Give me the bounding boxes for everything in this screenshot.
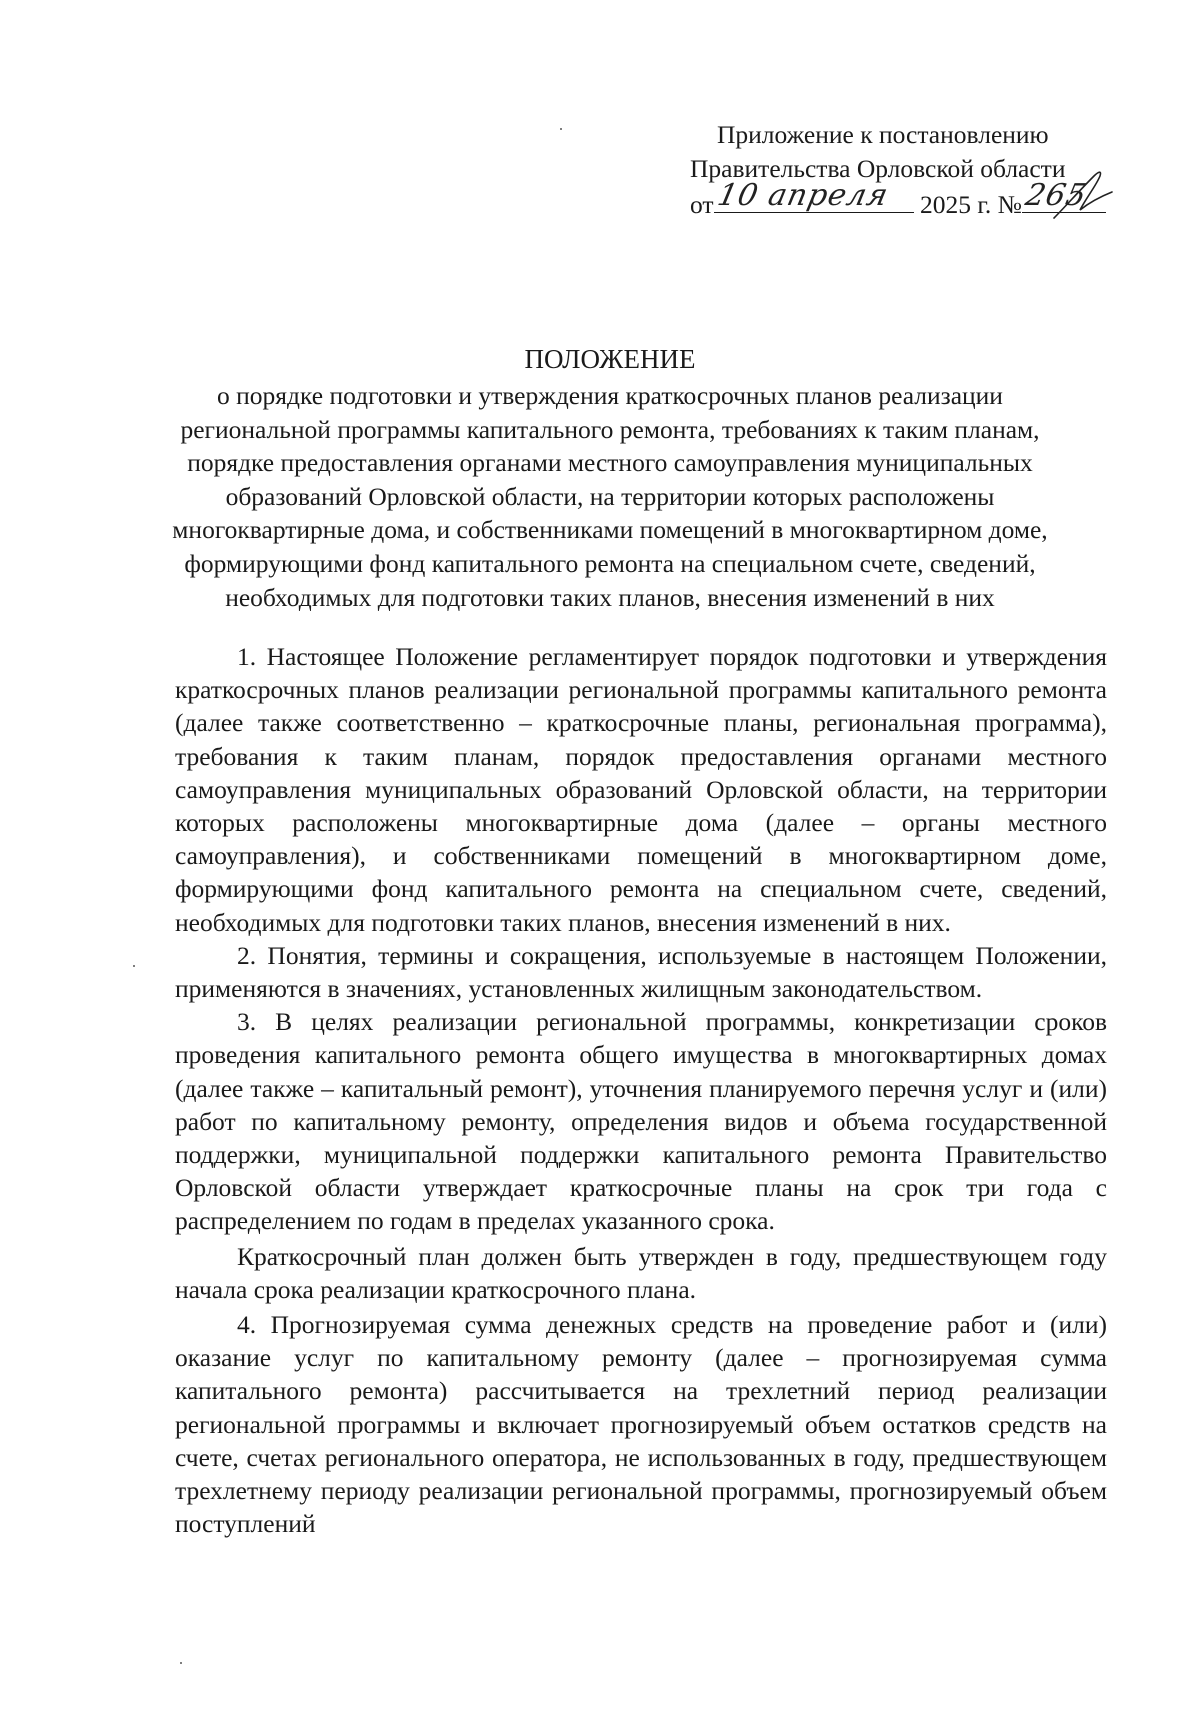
handwritten-date: 10 апреля (713, 178, 892, 213)
subtitle-line: необходимых для подготовки таких планов, внесения изменений в них (225, 582, 995, 612)
appendix-line-1: Приложение к постановлению (717, 120, 1049, 149)
signature-flourish (1050, 168, 1120, 228)
handwritten-number: 265 (1022, 178, 1091, 213)
document-heading (130, 341, 1090, 614)
paragraph-3: 3. В целях реализации региональной программы, конкретизации сроков проведения капитального ремонта общего имущества в многоквартирных домах (далее также – капитальный ремонт), уточнения планируемого перечня услуг и (или) работ по капитальному ремонту, определения видов и объема государственной поддержки, муниципальной поддержки капитального ремонта Правительство Орловской области утверждает краткосрочные планы на срок три года с распределением по годам в пределах указанного срока. (175, 1007, 1107, 1236)
scan-speck (560, 128, 562, 130)
appendix-line-2: Правительства Орловской области (690, 154, 1066, 183)
paragraph-4: 4. Прогнозируемая сумма денежных средств на проведение работ и (или) оказание услуг по капитальному ремонту (далее – прогнозируемая сумма капитального ремонта) рассчитывается на трехлетний период реализации региональной программы и включает прогнозируемый объем остатков средств на счете, счетах регионального оператора, не использованных в году, предшествующем трехлетнему периоду реализации региональной программы, прогнозируемый объем поступлений (175, 1310, 1107, 1539)
paragraph-3-continuation: Краткосрочный план должен быть утвержден в году, предшествующем году начала срока реализации краткосрочного плана. (175, 1241, 1107, 1304)
subtitle-line: образований Орловской области, на территории которых расположены (225, 481, 995, 511)
scan-speck (180, 1662, 182, 1664)
appendix-date-line (690, 178, 1110, 222)
subtitle-line: формирующими фонд капитального ремонта на специальном счете, сведений, (184, 548, 1036, 578)
subtitle-line: порядке предоставления органами местного самоуправления муниципальных (187, 448, 1033, 478)
date-fill-line (713, 178, 914, 213)
date-prefix: от (690, 190, 714, 219)
subtitle-line: о порядке подготовки и утверждения краткосрочных планов реализации (217, 381, 1003, 410)
paragraph-1: 1. Настоящее Положение регламентирует порядок подготовки и утверждения краткосрочных планов реализации региональной программы капитального ремонта (далее также соответственно – краткосрочные планы, региональная программа), требования к таким планам, порядок предоставления органами местного самоуправления муниципальных образований Орловской области, на территории которых расположены многоквартирные дома (далее – органы местного самоуправления), и собственниками помещений в многоквартирном доме, формирующими фонд капитального ремонта на специальном счете, сведений, необходимых для подготовки таких планов, внесения изменений в них. (175, 642, 1107, 937)
paragraph-2: 2. Понятия, термины и сокращения, используемые в настоящем Положении, применяются в значениях, установленных жилищным законодательством. (175, 940, 1107, 1004)
scan-speck (133, 965, 135, 967)
document-title: ПОЛОЖЕНИЕ (524, 344, 696, 374)
document-body (175, 640, 1107, 1540)
year-text: 2025 г. № (919, 190, 1022, 219)
document-subtitle (130, 379, 1090, 614)
appendix-reference (690, 118, 1110, 222)
subtitle-line: многоквартирные дома, и собственниками помещений в многоквартирном доме, (172, 515, 1048, 545)
subtitle-line: региональной программы капитального ремонта, требованиях к таким планам, (180, 414, 1040, 444)
